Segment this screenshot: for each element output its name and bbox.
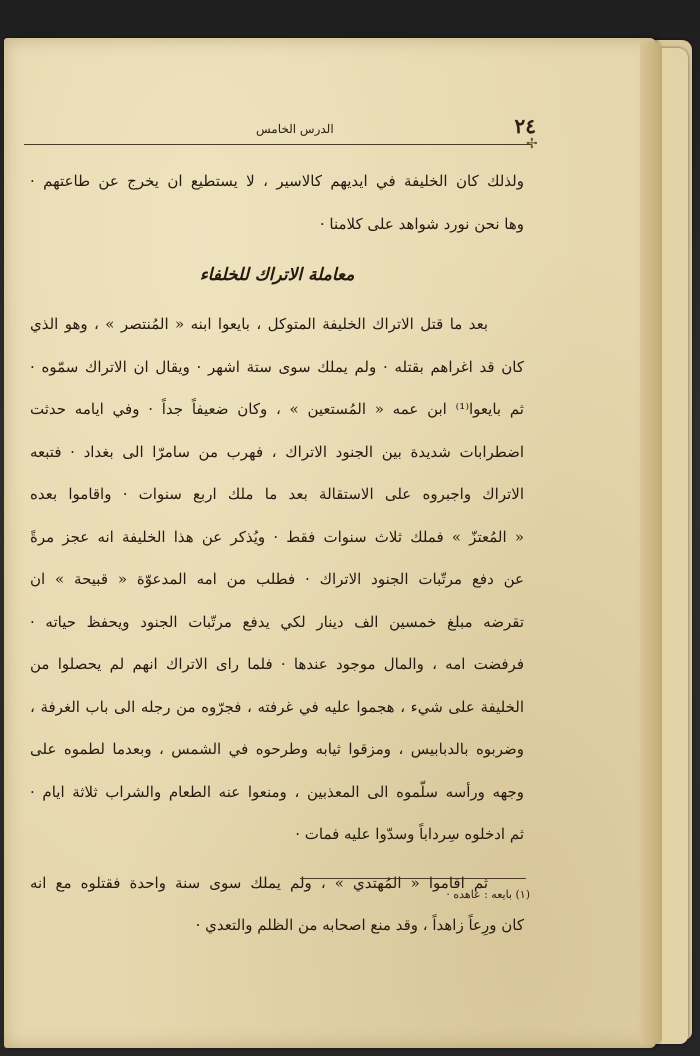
text-line: ولذلك كان الخليفة في ايديهم كالاسير ، لا يستطيع ان يخرج عن طاعتهم · — [30, 172, 524, 190]
rule-ornament-icon: ✢ — [526, 136, 538, 152]
text-line: ثم ادخلوه سِرداباً وسدّوا عليه فمات · — [295, 825, 524, 843]
text-line: وها نحن نورد شواهد على كلامنا · — [319, 214, 524, 233]
text-line: عن دفع مرتّبات الجنود الاتراك · فطلب من امه المدعوّة « قبيحة » ان — [30, 570, 524, 588]
text-line: ثم اقاموا « المُهتدي » ، ولم يملك سوى سنة واحدة فقتلوه مع انه — [30, 873, 488, 892]
text-line: وضربوه بالدبابيس ، ومزقوا ثيابه وطرحوه في الشمس ، وبعدما لطموه على — [30, 740, 524, 758]
text-line: الاتراك واجبروه على الاستقالة بعد ما ملك اربع سنوات · واقاموا بعده — [30, 485, 524, 503]
header-rule — [24, 144, 532, 145]
text-line: الخليفة على شيء ، هجموا عليه في غرفته ، فجرّوه من رجله الى باب الغرفة ، — [30, 697, 524, 716]
text-line: كان قد اغراهم بقتله · ولم يملك سوى ستة اشهر · ويقال ان الاتراك سمّوه · — [30, 357, 524, 376]
text-line: وجهه ورأسه سلّموه الى المعذبين ، ومنعوا عنه الطعام والشراب ثلاثة ايام · — [30, 782, 524, 801]
body-text — [30, 160, 524, 947]
page-edge — [640, 42, 662, 1044]
running-head: الدرس الخامس — [256, 122, 334, 136]
text-line: كان ورِعاً زاهداً ، وقد منع اصحابه من الظلم والتعدي · — [195, 916, 524, 934]
page-number: ٢٤ — [514, 114, 536, 138]
section-heading: معاملة الاتراك للخلفاء — [199, 265, 355, 285]
footnote: (١) بايعه : عاهده · — [446, 888, 530, 901]
text-line: فرفضت امه ، والمال موجود عندها · فلما راى الاتراك انهم لم يحصلوا من — [30, 655, 524, 673]
text-line: « المُعتزّ » فملك ثلاث سنوات فقط · ويُذكر عن هذا الخليفة انه عجز مرةً — [30, 527, 524, 546]
text-line: بعد ما قتل الاتراك الخليفة المتوكل ، بايعوا ابنه « المُنتصر » ، وهو الذي — [30, 315, 488, 333]
text-line: تقرضه مبلغ خمسين الف دينار لكي يدفع مرتّبات الجنود ويحفظ حياته · — [30, 612, 524, 631]
text-line: اضطرابات شديدة بين الجنود الاتراك ، فهرب من سامرّا الى بغداد · فتبعه — [30, 442, 524, 461]
text-line: ثم بايعوا⁽¹⁾ ابن عمه « المُستعين » ، وكان ضعيفاً جداً · وفي ايامه حدثت — [30, 400, 524, 418]
footnote-rule — [300, 878, 526, 879]
page-header — [24, 108, 536, 144]
